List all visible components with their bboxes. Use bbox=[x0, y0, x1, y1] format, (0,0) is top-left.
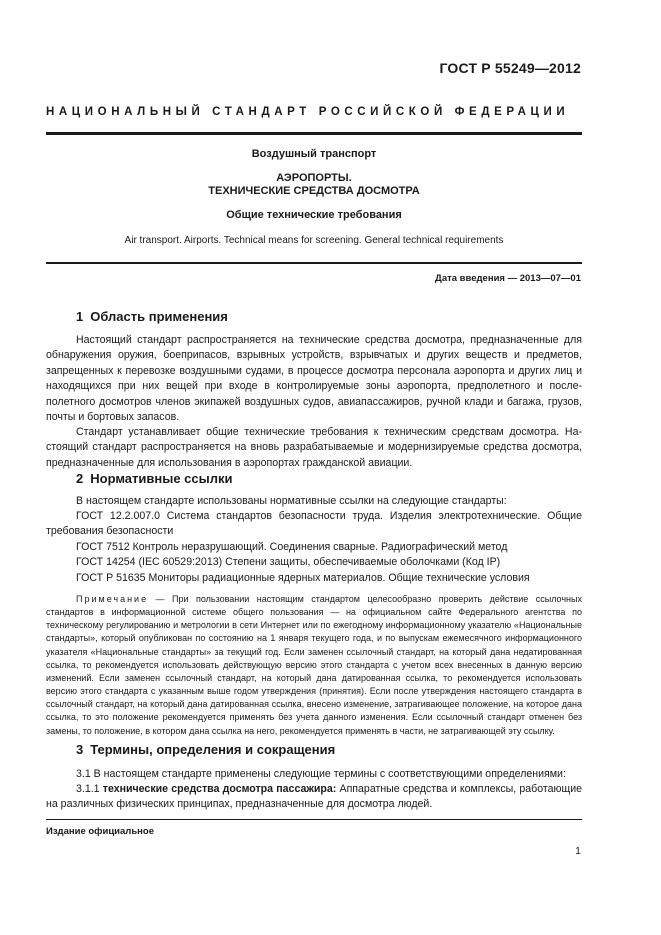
footer-divider bbox=[46, 819, 582, 820]
term-name: технические средства досмотра пассажира: bbox=[102, 783, 337, 795]
national-standard-banner: НАЦИОНАЛЬНЫЙ СТАНДАРТ РОССИЙСКОЙ ФЕДЕРАЦИИ bbox=[46, 106, 570, 118]
official-edition-label: Издание официальное bbox=[46, 826, 154, 837]
normative-reference: ГОСТ 12.2.007.0 Система стандартов безопасности труда. Изделия электротехнические. Общие требования безопасности bbox=[46, 510, 582, 538]
section-1-heading bbox=[76, 309, 228, 324]
section-2-intro: В настоящем стандарте использованы нормативные ссылки на следующие стандарты: bbox=[76, 495, 507, 507]
section-1-paragraph-1: Настоящий стандарт распространяется на технические средства досмотра, предназначенные для обнаружения оружия, боеприпасов, взрывных устройств, взрывчатых и других веществ и предметов, запрещенных к перевозке воздушными судами, в процессе досмотра персонала аэропорта и других лиц и находящихся при них вещей при входе в контролируемые зоны аэропорта, предполетного и послеполетного досмотров членов экипажей воздушных судов, авиапассажиров, ручной клади и багажа, грузов, почты и бортовых запасов. bbox=[46, 334, 582, 424]
note-text: — При пользовании настоящим стандартом целесообразно проверить действие ссылочных стандартов в информационной системе общего пользования — на официальном сайте Федерального агентства по техническому регулированию и метрологии в сети Интернет или по ежегодному информационному указателю «Национальные стандарты», который опубликован по состоянию на 1 января текущего года, и по выпускам ежемесячного информационного указателя «Национальные стандарты» за текущий год. Если заменен ссылочный стандарт, на который дана недатированная ссылка, то рекомендуется использовать действующую версию этого стандарта с учетом всех внесенных в данную версию изменений. Если заменен ссылочный стандарт, на который дана датированная ссылка, то рекомендуется использовать версию этого стандарта с указанным выше годом утверждения (принятия). Если после утверждения настоящего стандарта в ссылочный стандарт, на который дана датированная ссылка, внесено изменение, затрагивающее положение, на которое дана ссылка, то это положение рекомендуется применять без учета данного изменения. Если ссылочный стандарт отменен без замены, то положение, в котором дана ссылка на него, рекомендуется применять в части, не затрагивающей эту ссылку. bbox=[46, 594, 582, 736]
normative-reference: ГОСТ 14254 (IEC 60529:2013) Степени защиты, обеспечиваемые оболочками (Код IP) bbox=[76, 556, 501, 568]
section-number: 1 bbox=[76, 309, 84, 324]
document-subject: Воздушный транспорт bbox=[251, 148, 377, 160]
header-divider bbox=[46, 132, 582, 135]
term-definition bbox=[46, 782, 582, 813]
section-1-paragraph-2: Стандарт устанавливает общие технические требования к техническим средствам досмотра. Настоящий стандарт распространяется на вновь разрабатываемые и модернизируемые средства досмотра, предназначенные для использования в аэропортах гражданской авиации. bbox=[46, 426, 582, 469]
section-2-heading bbox=[76, 471, 232, 486]
section-3-heading bbox=[76, 742, 335, 757]
title-divider bbox=[46, 262, 582, 264]
page-number: 1 bbox=[575, 845, 581, 857]
normative-reference: ГОСТ Р 51635 Мониторы радиационные ядерных материалов. Общие технические условия bbox=[76, 572, 530, 584]
note-label: Примечание bbox=[76, 594, 149, 604]
normative-reference: ГОСТ 7512 Контроль неразрушающий. Соединения сварные. Радиографический метод bbox=[76, 541, 508, 553]
section-number: 3 bbox=[76, 742, 84, 757]
document-title-line2: ТЕХНИЧЕСКИЕ СРЕДСТВА ДОСМОТРА bbox=[208, 185, 420, 197]
document-subtitle: Общие технические требования bbox=[226, 209, 402, 221]
document-title-line1: АЭРОПОРТЫ. bbox=[276, 172, 352, 184]
term-number: 3.1.1 bbox=[76, 783, 100, 795]
section-2-note bbox=[46, 593, 582, 738]
term-definition-text: Аппаратные средства и комплексы, работающие на различных физических принципах, предназначенные для досмотра людей. bbox=[46, 783, 582, 811]
section-3-paragraph-1: 3.1 В настоящем стандарте применены следующие термины с соответствующими определениями: bbox=[76, 768, 566, 780]
section-title: Термины, определения и сокращения bbox=[90, 742, 336, 757]
english-title: Air transport. Airports. Technical means for screening. General technical requirements bbox=[124, 235, 504, 246]
section-title: Нормативные ссылки bbox=[90, 471, 233, 486]
section-number: 2 bbox=[76, 471, 84, 486]
introduction-date: Дата введения — 2013—07—01 bbox=[435, 273, 581, 284]
section-title: Область применения bbox=[90, 309, 228, 324]
document-number: ГОСТ Р 55249—2012 bbox=[439, 60, 581, 76]
